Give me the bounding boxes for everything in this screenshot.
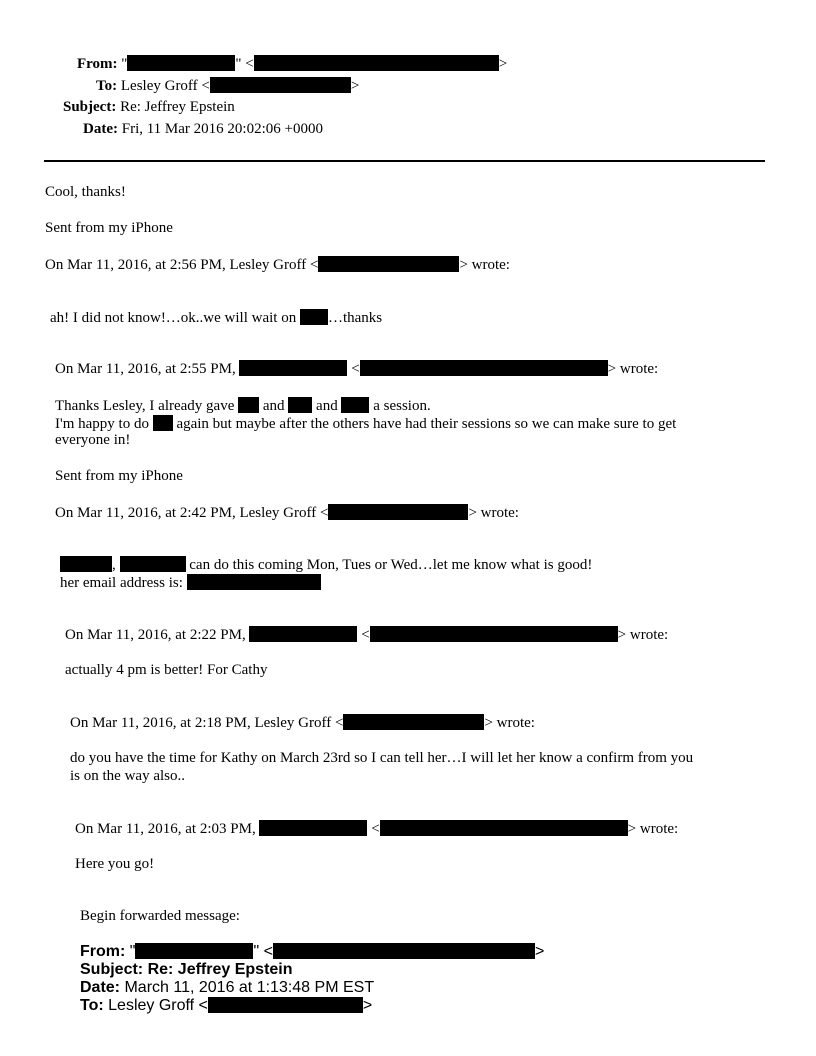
forwarded-to-row (80, 997, 372, 1015)
header-from-row (77, 55, 507, 73)
to-close: > (350, 78, 360, 94)
to-value: Lesley Groff < (120, 78, 210, 94)
forwarded-subject-row (80, 961, 293, 979)
header-to-row (96, 77, 359, 95)
quote-attribution: < (351, 361, 360, 377)
quote-2-thanks (55, 397, 431, 415)
forwarded-to-close: > (362, 997, 373, 1014)
quote-attribution: On Mar 11, 2016, at 2:18 PM, Lesley Groff < (70, 715, 344, 731)
from-label: From: (77, 56, 118, 72)
forwarded-date-value: March 11, 2016 at 1:13:48 PM EST (124, 979, 375, 996)
redaction-box (318, 256, 459, 272)
quote-attribution: On Mar 11, 2016, at 2:42 PM, Lesley Groff < (55, 505, 329, 521)
quote-text: her email address is: (60, 575, 183, 591)
redaction-box (60, 556, 112, 572)
forwarded-date-label: Date: (80, 979, 121, 996)
header-subject-row (63, 99, 235, 116)
quote-wrote: > wrote: (484, 715, 535, 731)
date-label: Date: (83, 121, 118, 137)
quote-header-3 (55, 504, 519, 522)
quote-text: a session. (373, 398, 431, 414)
subject-label: Subject: (63, 99, 117, 115)
redaction-box (238, 397, 259, 413)
redaction-box (380, 820, 628, 836)
quote-2-sent: Sent from my iPhone (55, 468, 183, 484)
forwarded-to-value: Lesley Groff < (108, 997, 208, 1014)
quote-attribution: < (361, 627, 370, 643)
quote-1-text (50, 309, 382, 327)
redaction-box (153, 415, 173, 431)
quote-2-happy (55, 415, 676, 433)
quote-5-text-b: is on the way also.. (70, 768, 185, 784)
forwarded-from-label: From: (80, 943, 126, 960)
redaction-box (135, 943, 253, 959)
quote-attribution: On Mar 11, 2016, at 2:55 PM, (55, 361, 236, 377)
redaction-box (187, 574, 321, 590)
subject-value: Re: Jeffrey Epstein (120, 99, 235, 115)
forwarded-to-label: To: (80, 997, 104, 1014)
redaction-box (341, 397, 369, 413)
quote-attribution: On Mar 11, 2016, at 2:22 PM, (65, 627, 246, 643)
quote-3-text (60, 556, 592, 574)
body-line-sent: Sent from my iPhone (45, 220, 173, 236)
header-divider (44, 160, 765, 162)
quote-text: and (316, 398, 338, 414)
redaction-box (370, 626, 618, 642)
quote-2-everyone: everyone in! (55, 432, 131, 448)
redaction-box (300, 309, 328, 325)
header-date-row (83, 121, 323, 138)
redaction-box (273, 943, 535, 959)
forwarded-quote: > (534, 943, 545, 960)
forwarded-begin: Begin forwarded message: (80, 908, 240, 924)
body-line-cool: Cool, thanks! (45, 184, 126, 200)
redaction-box (208, 997, 363, 1013)
quote-6-text: Here you go! (75, 856, 155, 872)
from-quote-close: " < (235, 56, 254, 72)
quote-4-text: actually 4 pm is better! For Cathy (65, 662, 268, 678)
redaction-box (328, 504, 468, 520)
quote-text: , (112, 557, 116, 573)
quote-3-email (60, 574, 321, 592)
redaction-box (127, 55, 235, 71)
forwarded-quote: " (129, 943, 136, 960)
quote-header-5 (70, 714, 535, 732)
quote-wrote: > wrote: (617, 627, 669, 643)
from-quote-open: " (121, 56, 128, 72)
forwarded-from-row (80, 943, 544, 961)
quote-text: again but maybe after the others have had their sessions so we can make sure to get (176, 416, 677, 432)
redaction-box (254, 55, 499, 71)
quote-wrote: > wrote: (627, 821, 679, 837)
quote-text: can do this coming Mon, Tues or Wed…let me know what is good! (189, 557, 593, 573)
quote-header-6 (75, 820, 678, 838)
redaction-box (210, 77, 351, 93)
quote-attribution: On Mar 11, 2016, at 2:03 PM, (75, 821, 256, 837)
quote-attribution: < (371, 821, 380, 837)
redaction-box (288, 397, 312, 413)
redaction-box (259, 820, 367, 836)
quote-text: and (262, 398, 285, 414)
quote-header-4 (65, 626, 668, 644)
quote-text: …thanks (327, 310, 383, 326)
redaction-box (120, 556, 186, 572)
forwarded-quote: " < (253, 943, 273, 960)
forwarded-subject-label: Subject: (80, 961, 144, 978)
redaction-box (360, 360, 608, 376)
quote-wrote: > wrote: (607, 361, 659, 377)
from-close: > (498, 56, 508, 72)
quote-wrote: > wrote: (459, 257, 510, 273)
redaction-box (239, 360, 347, 376)
forwarded-date-row (80, 979, 374, 997)
quote-wrote: > wrote: (468, 505, 519, 521)
quote-attribution: On Mar 11, 2016, at 2:56 PM, Lesley Groff < (45, 257, 319, 273)
to-label: To: (96, 78, 118, 94)
quote-5-text-a: do you have the time for Kathy on March 23rd so I can tell her…I will let her know a confirm from you (70, 750, 694, 766)
redaction-box (249, 626, 357, 642)
quote-header-2 (55, 360, 658, 378)
quote-text: I'm happy to do (55, 416, 149, 432)
date-value: Fri, 11 Mar 2016 20:02:06 +0000 (121, 121, 323, 137)
quote-text: ah! I did not know!…ok..we will wait on (50, 310, 297, 326)
forwarded-subject-value: Re: Jeffrey Epstein (147, 961, 293, 978)
quote-header-1 (45, 256, 510, 274)
quote-text: Thanks Lesley, I already gave (55, 398, 235, 414)
redaction-box (343, 714, 484, 730)
